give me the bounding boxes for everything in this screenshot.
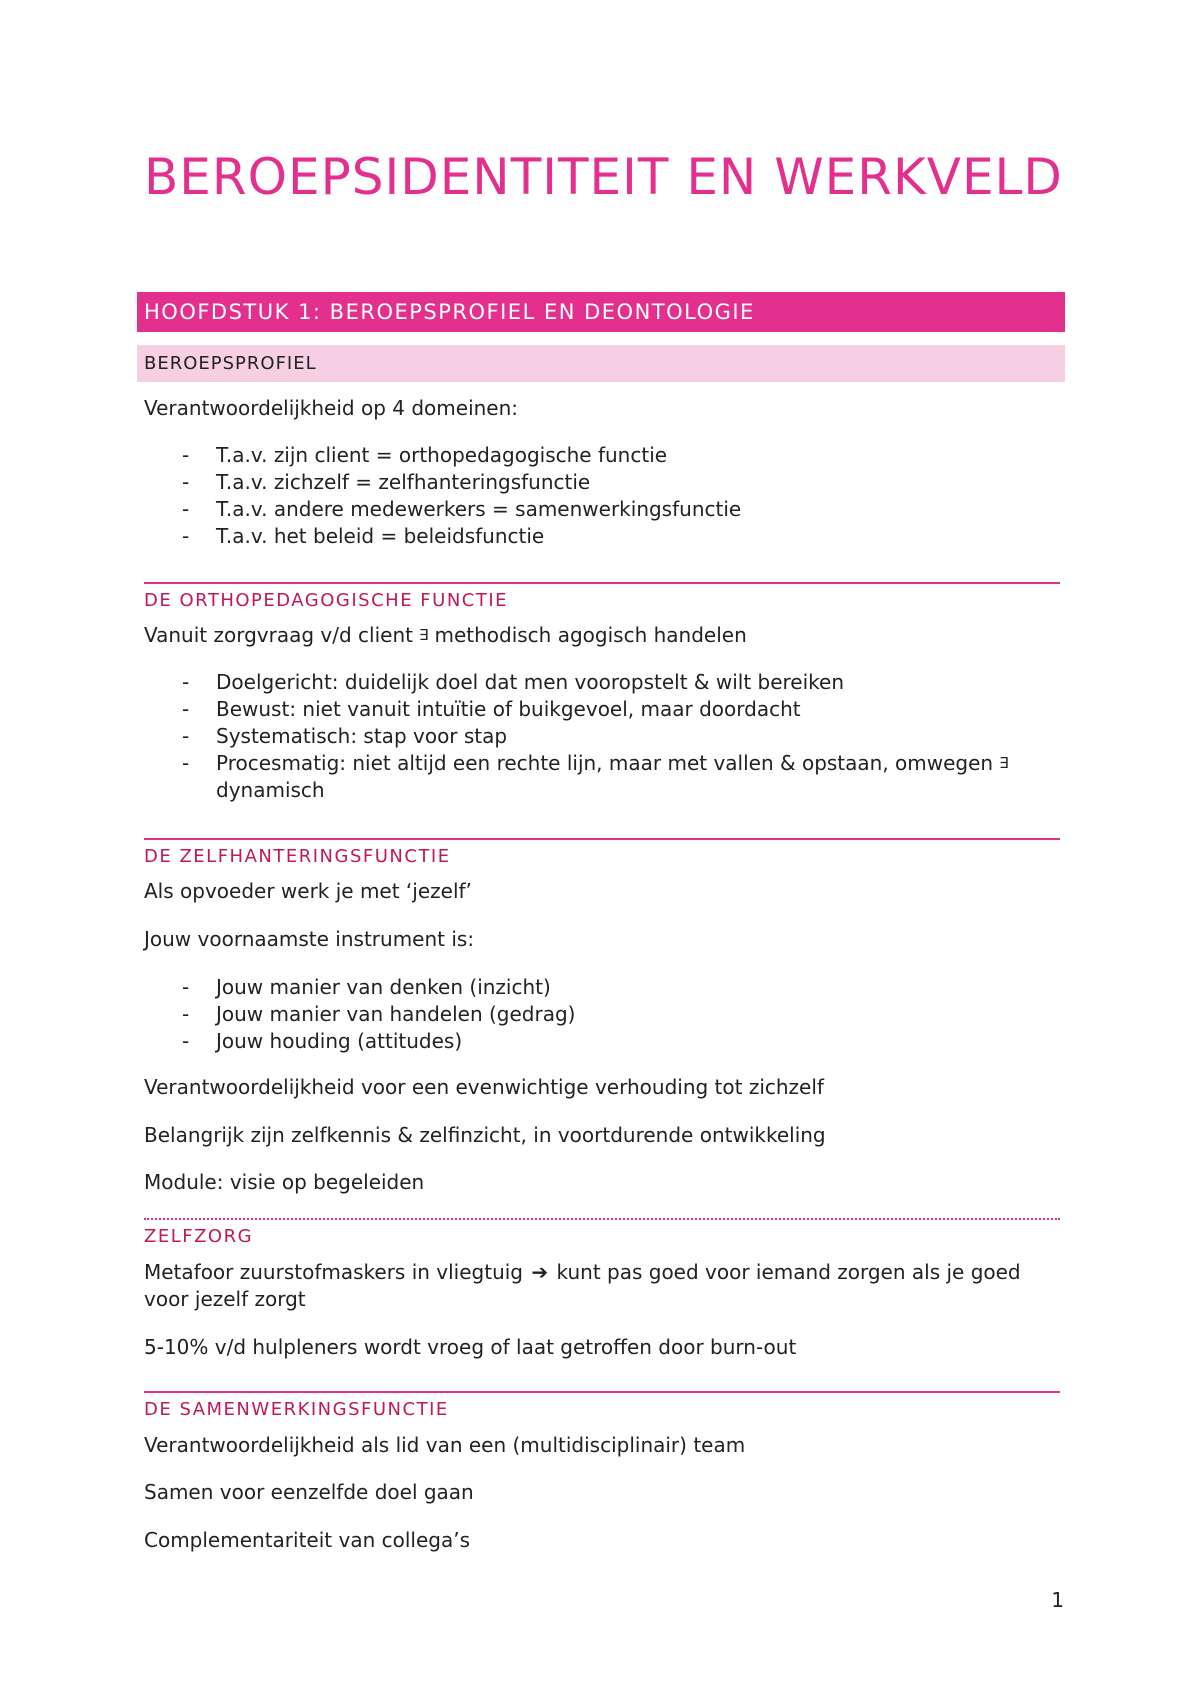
list-item: - T.a.v. zichzelf = zelfhanteringsfunctie [182, 470, 591, 494]
zelf-paragraph-2: Jouw voornaamste instrument is: [144, 927, 475, 951]
zorg-paragraph-1: Metafoor zuurstofmaskers in vliegtuig ➔ kunt pas goed voor iemand zorgen als je goed voor jezelf zorgt [144, 1260, 1021, 1311]
zelf-paragraph-1: Als opvoeder werk je met ‘jezelf’ [144, 879, 472, 903]
page-number: 1 [1051, 1588, 1064, 1612]
arrow-icon: ∃ [418, 626, 429, 644]
arrow-right-icon: ➔ [531, 1260, 549, 1284]
domains-list [144, 442, 1064, 550]
zelf-paragraph-5: Module: visie op begeleiden [144, 1170, 425, 1194]
list-item: - Procesmatig: niet altijd een rechte lijn, maar met vallen & opstaan, omwegen ∃ dynamisch [182, 751, 1009, 802]
section-heading-beroepsprofiel: BEROEPSPROFIEL [137, 345, 1065, 382]
list-item: - T.a.v. andere medewerkers = samenwerkingsfunctie [182, 497, 742, 521]
samen-paragraph-3: Complementariteit van collega’s [144, 1528, 470, 1552]
heading-orthopedagogische-functie: DE ORTHOPEDAGOGISCHE FUNCTIE [144, 582, 1060, 618]
list-item: - Doelgericht: duidelijk doel dat men vooropstelt & wilt bereiken [182, 670, 845, 694]
list-item: - Bewust: niet vanuit intuïtie of buikgevoel, maar doordacht [182, 697, 801, 721]
zelf-paragraph-4: Belangrijk zijn zelfkennis & zelfinzicht, in voortdurende ontwikkeling [144, 1123, 826, 1147]
zorg-paragraph-2: 5-10% v/d hulpleners wordt vroeg of laat getroffen door burn-out [144, 1335, 797, 1359]
chapter-heading: HOOFDSTUK 1: BEROEPSPROFIEL EN DEONTOLOGIE [137, 292, 1065, 332]
list-item: - Jouw manier van denken (inzicht) [182, 975, 551, 999]
heading-zelfhanteringsfunctie: DE ZELFHANTERINGSFUNCTIE [144, 838, 1060, 874]
arrow-icon: ∃ [999, 754, 1009, 772]
list-item: - Systematisch: stap voor stap [182, 724, 508, 748]
list-item: - Jouw manier van handelen (gedrag) [182, 1002, 576, 1026]
ortho-list [144, 669, 1064, 804]
list-item: - T.a.v. het beleid = beleidsfunctie [182, 524, 545, 548]
heading-zelfzorg: ZELFZORG [144, 1218, 1060, 1254]
zelf-list [144, 974, 1064, 1055]
list-item: - Jouw houding (attitudes) [182, 1029, 463, 1053]
zelf-paragraph-3: Verantwoordelijkheid voor een evenwichtige verhouding tot zichzelf [144, 1075, 824, 1099]
list-item: - T.a.v. zijn client = orthopedagogische functie [182, 443, 668, 467]
intro-paragraph: Verantwoordelijkheid op 4 domeinen: [144, 396, 519, 420]
samen-paragraph-2: Samen voor eenzelfde doel gaan [144, 1480, 474, 1504]
samen-paragraph-1: Verantwoordelijkheid als lid van een (multidisciplinair) team [144, 1433, 746, 1457]
heading-samenwerkingsfunctie: DE SAMENWERKINGSFUNCTIE [144, 1391, 1060, 1427]
document-title: BEROEPSIDENTITEIT EN WERKVELD [144, 148, 1063, 206]
ortho-paragraph: Vanuit zorgvraag v/d client ∃ methodisch agogisch handelen [144, 623, 747, 647]
